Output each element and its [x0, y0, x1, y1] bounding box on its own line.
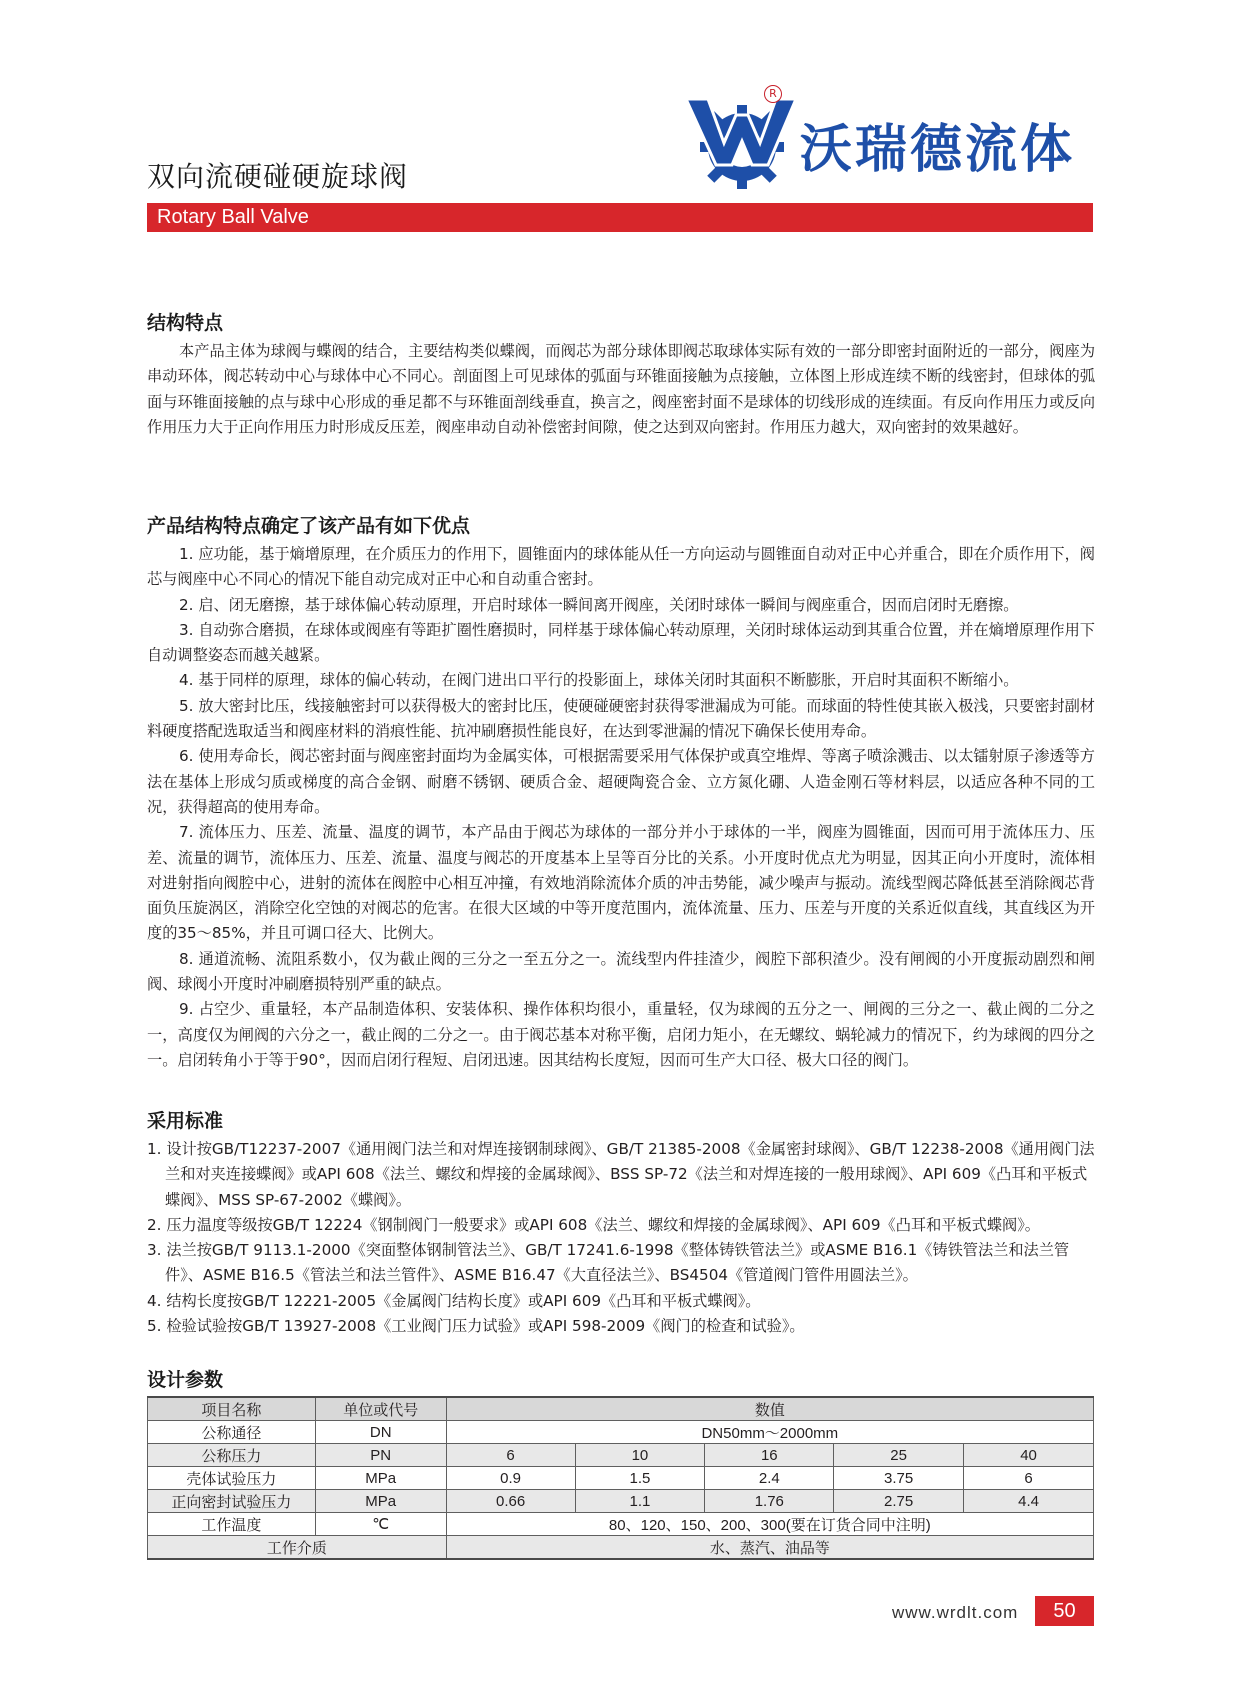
page-number: 50: [1035, 1596, 1094, 1626]
standard-item: 4. 结构长度按GB/T 12221-2005《金属阀门结构长度》或API 609《凸耳和平板式蝶阀》。: [147, 1291, 761, 1310]
advantage-item: 1. 应功能，基于熵增原理，在介质压力的作用下，圆锥面内的球体能从任一方向运动与圆锥面自动对正中心并重合，即在介质作用下，阀芯与阀座中心不同心的情况下能自动完成对正中心和自动重合密封。: [147, 545, 1095, 589]
row-value: 1.76: [705, 1490, 834, 1513]
row-unit: PN: [315, 1444, 446, 1467]
design-params-table: [147, 1396, 1094, 1560]
registered-mark-icon: R: [764, 85, 782, 103]
table-row: [148, 1513, 1094, 1536]
standard-item: 3. 法兰按GB/T 9113.1-2000《突面整体钢制管法兰》、GB/T 17241.6-1998《整体铸铁管法兰》或ASME B16.1《铸铁管法兰和法兰管件》、ASME B16.5《管法兰和法兰管件》、ASME B16.47《大直径法兰》、BS4504《管道阀门管件用圆法兰》。: [147, 1241, 1070, 1285]
row-value: 0.9: [446, 1467, 575, 1490]
table-row: [148, 1536, 1094, 1560]
standard-item: 2. 压力温度等级按GB/T 12224《钢制阀门一般要求》或API 608《法兰、螺纹和焊接的金属球阀》、API 609《凸耳和平板式蝶阀》。: [147, 1215, 1040, 1234]
structure-paragraph: [147, 339, 1095, 440]
table-row: [148, 1444, 1094, 1467]
row-value: 1.5: [575, 1467, 705, 1490]
row-value: 4.4: [964, 1490, 1094, 1513]
advantage-item: 6. 使用寿命长，阀芯密封面与阀座密封面均为金属实体，可根据需要采用气体保护或真空堆焊、等离子喷涂溅击、以太镭射原子渗透等方法在基体上形成匀质或梯度的高合金钢、耐磨不锈钢、硬质合金、超硬陶瓷合金、立方氮化硼、人造金刚石等材料层，以适应各种不同的工况，获得超高的使用寿命。: [147, 747, 1095, 816]
row-unit: MPa: [315, 1490, 446, 1513]
column-header: 数值: [446, 1397, 1093, 1421]
logo-text: 沃瑞德流体: [800, 120, 1076, 180]
advantage-item: 4. 基于同样的原理，球体的偏心转动，在阀门进出口平行的投影面上，球体关闭时其面积不断膨胀，开启时其面积不断缩小。: [179, 671, 1019, 690]
section-heading-structure: 结构特点: [147, 312, 224, 334]
section-heading-standards: 采用标准: [147, 1110, 224, 1132]
row-value: 16: [705, 1444, 834, 1467]
table-header-row: [148, 1397, 1094, 1421]
row-value: 0.66: [446, 1490, 575, 1513]
row-value: 40: [964, 1444, 1094, 1467]
row-value: 1.1: [575, 1490, 705, 1513]
advantage-item: 5. 放大密封比压，线接触密封可以获得极大的密封比压，使硬碰硬密封获得零泄漏成为可能。而球面的特性使其嵌入极浅，只要密封副材料硬度搭配选取适当和阀座材料的消痕性能、抗冲刷磨损性能良好，在达到零泄漏的情况下确保长使用寿命。: [147, 696, 1095, 741]
row-name: 工作温度: [148, 1513, 316, 1536]
advantage-item: 2. 启、闭无磨擦，基于球体偏心转动原理，开启时球体一瞬间离开阀座，关闭时球体一瞬间与阀座重合，因而启闭时无磨擦。: [179, 595, 1019, 614]
row-value: 3.75: [834, 1467, 964, 1490]
column-header: 单位或代号: [315, 1397, 446, 1421]
page-subtitle: Rotary Ball Valve: [157, 206, 309, 228]
row-value: 2.4: [705, 1467, 834, 1490]
page-title: 双向流硬碰硬旋球阀: [147, 160, 409, 193]
advantage-item: 8. 通道流畅、流阻系数小，仅为截止阀的三分之一至五分之一。流线型内件挂渣少，阀腔下部积渣少。没有闸阀的小开度振动剧烈和闸阀、球阀小开度时冲刷磨损特别严重的缺点。: [147, 949, 1095, 994]
row-value: 6: [446, 1444, 575, 1467]
row-name: 公称压力: [148, 1444, 316, 1467]
table-row: [148, 1467, 1094, 1490]
row-value: 80、120、150、200、300(要在订货合同中注明): [446, 1513, 1093, 1536]
row-unit: ℃: [315, 1513, 446, 1536]
company-logo: [684, 85, 1096, 195]
row-value: 25: [834, 1444, 964, 1467]
row-name: 公称通径: [148, 1421, 316, 1444]
row-name: 正向密封试验压力: [148, 1490, 316, 1513]
advantage-item: 7. 流体压力、压差、流量、温度的调节，本产品由于阀芯为球体的一部分并小于球体的一半，阀座为圆锥面，因而可用于流体压力、压差、流量的调节，流体压力、压差、流量、温度与阀芯的开度基本上呈等百分比的关系。小开度时优点尤为明显，因其正向小开度时，流体相对进射指向阀腔中心，进射的流体在阀腔中心相互冲撞，有效地消除流体介质的冲击势能，减少噪声与振动。流线型阀芯降低甚至消除阀芯背面负压旋涡区，消除空化空蚀的对阀芯的危害。在很大区域的中等开度范围内，流体流量、压力、压差与开度的关系近似直线，其直线区为开度的35～85%，并且可调口径大、比例大。: [147, 823, 1095, 943]
table-row: [148, 1490, 1094, 1513]
row-value: 10: [575, 1444, 705, 1467]
footer-url: www.wrdlt.com: [892, 1603, 1019, 1622]
row-value: 水、蒸汽、油品等: [446, 1536, 1093, 1560]
standards-list: [147, 1137, 1095, 1339]
row-unit: DN: [315, 1421, 446, 1444]
row-value: DN50mm～2000mm: [446, 1421, 1093, 1444]
advantage-item: 9. 占空少、重量轻，本产品制造体积、安装体积、操作体积均很小，重量轻，仅为球阀的五分之一、闸阀的三分之一、截止阀的二分之一，高度仅为闸阀的六分之一，截止阀的二分之一。由于阀芯基本对称平衡，启闭力矩小，在无螺纹、蜗轮减力的情况下，约为球阀的四分之一。启闭转角小于等于90°，因而启闭行程短、启闭迅速。因其结构长度短，因而可生产大口径、极大口径的阀门。: [147, 1000, 1095, 1069]
subtitle-bar: [147, 203, 1093, 232]
standard-item: 1. 设计按GB/T12237-2007《通用阀门法兰和对焊连接钢制球阀》、GB/T 21385-2008《金属密封球阀》、GB/T 12238-2008《通用阀门法兰和对夹连接蝶阀》或API 608《法兰、螺纹和焊接的金属球阀》、BSS SP-72《法兰和对焊连接的一般用球阀》、API 609《凸耳和平板式蝶阀》、MSS SP-67-2002《蝶阀》。: [147, 1140, 1095, 1209]
standard-item: 5. 检验试验按GB/T 13927-2008《工业阀门压力试验》或API 598-2009《阀门的检查和试验》。: [147, 1317, 805, 1336]
column-header: 项目名称: [148, 1397, 316, 1421]
structure-text: 本产品主体为球阀与蝶阀的结合，主要结构类似蝶阀，而阀芯为部分球体即阀芯取球体实际有效的一部分即密封面附近的一部分，阀座为串动环体，阀芯转动中心与球体中心不同心。剖面图上可见球体的弧面与环锥面接触为点接触，立体图上形成连续不断的线密封，但球体的弧面与环锥面接触的点与球中心形成的垂足都不与环锥面剖线垂直，换言之，阀座密封面不是球体的切线形成的连续面。有反向作用压力或反向作用压力大于正向作用压力时形成反压差，阀座串动自动补偿密封间隙，使之达到双向密封。作用压力越大，双向密封的效果越好。: [147, 342, 1095, 436]
row-unit: MPa: [315, 1467, 446, 1490]
row-value: 2.75: [834, 1490, 964, 1513]
advantage-item: 3. 自动弥合磨损，在球体或阀座有等距扩圈性磨损时，同样基于球体偏心转动原理，关闭时球体运动到其重合位置，并在熵增原理作用下自动调整姿态而越关越紧。: [147, 620, 1095, 665]
section-heading-params: 设计参数: [147, 1369, 224, 1391]
row-value: 6: [964, 1467, 1094, 1490]
row-name: 壳体试验压力: [148, 1467, 316, 1490]
logo-emblem-icon: [684, 85, 800, 195]
advantages-list: [147, 542, 1095, 1073]
row-name: 工作介质: [148, 1536, 447, 1560]
section-heading-advantages: 产品结构特点确定了该产品有如下优点: [147, 515, 471, 537]
table-row: [148, 1421, 1094, 1444]
